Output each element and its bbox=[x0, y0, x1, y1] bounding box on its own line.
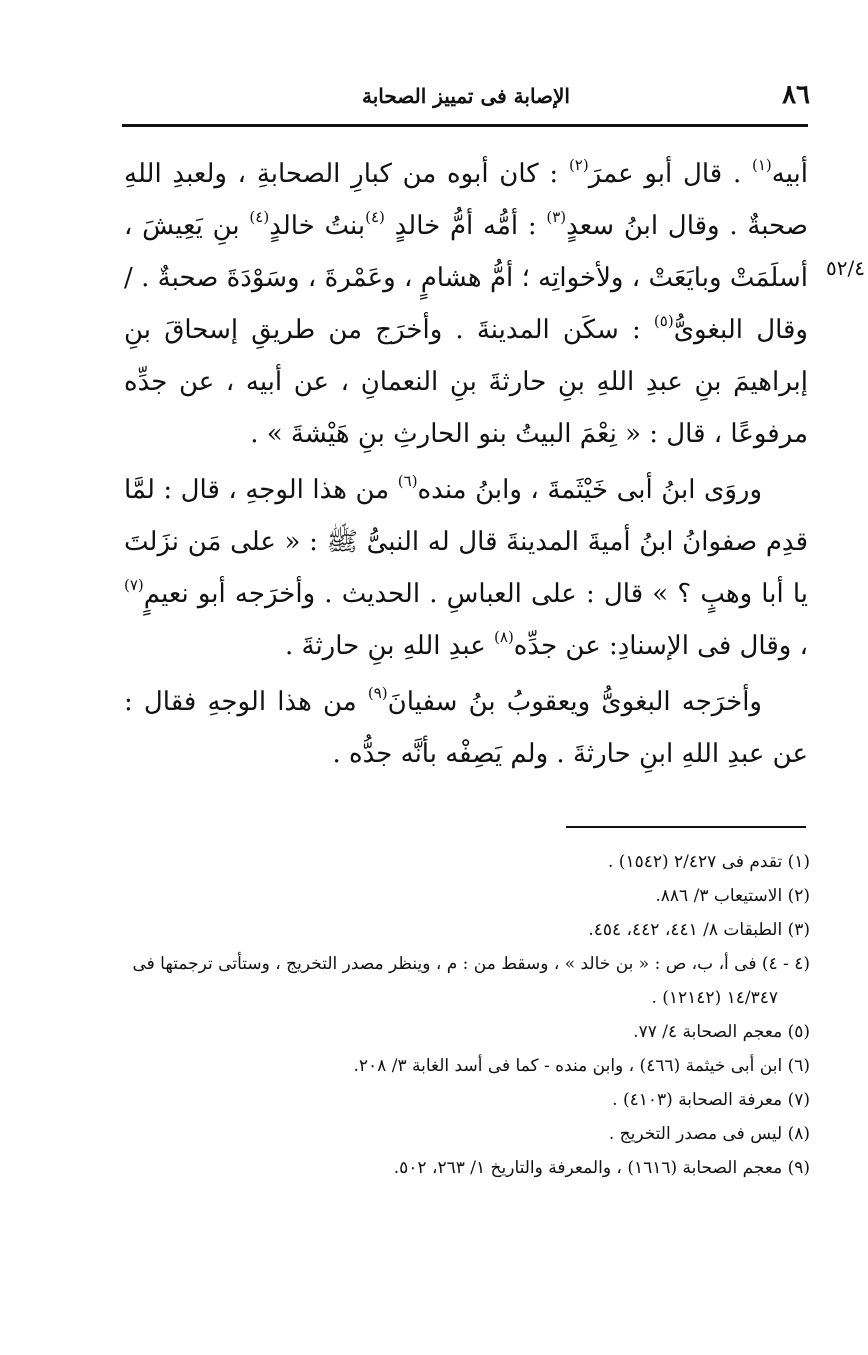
footnote-4: (٤ - ٤) فى أ، ب، ص : « بن خالد » ، وسقط من : م ، وينظر مصدر التخريج ، وستأتى ترجمتها فى bbox=[132, 954, 810, 974]
footnote-ref: (٧) bbox=[124, 576, 144, 594]
page-header bbox=[122, 80, 810, 116]
footnote-ref: (١) bbox=[751, 156, 772, 174]
footnote-ref: (٣) bbox=[546, 208, 567, 226]
footnote-ref: (٦) bbox=[397, 472, 418, 490]
text-run: . قال أبو عمرَ bbox=[588, 159, 752, 189]
footnote-1: (١) تقدم فى ٢/٤٢٧ (١٥٤٢) . bbox=[608, 852, 810, 872]
text-run: وروَى ابنُ أبى خَيْثَمةَ ، وابنُ منده bbox=[417, 475, 763, 505]
text-run: ، وقال فى الإسنادِ: عن جدِّه bbox=[513, 631, 808, 661]
main-text bbox=[124, 148, 808, 780]
footnote-7: (٧) معرفة الصحابة (٤١٠٣) . bbox=[612, 1090, 810, 1110]
footnotes bbox=[124, 845, 810, 1185]
margin-page-reference: ٥٢/٤ bbox=[826, 256, 865, 280]
footnote-2: (٢) الاستيعاب ٣/ ٨٨٦. bbox=[655, 886, 810, 906]
text-run: أبيه bbox=[771, 159, 809, 189]
paragraph-1 bbox=[124, 148, 808, 460]
footnote-3: (٣) الطبقات ٨/ ٤٤١، ٤٤٢، ٤٥٤. bbox=[588, 920, 810, 940]
running-title: الإصابة فى تمييز الصحابة bbox=[362, 84, 570, 108]
footnote-separator bbox=[566, 826, 806, 828]
paragraph-2 bbox=[124, 464, 808, 672]
text-run: بنِ يَعِيشَ ، أسلَمَتْ وبايَعَتْ ، ولأخواتِه ؛ أمُّ هشامٍ ، وعَمْرةَ ، وسَوْدَةَ صحبةٌ . / وقال البغوىُّ bbox=[124, 211, 808, 345]
text-run: : كان أبوه من كبارِ الصحابةِ ، ولعبدِ اللهِ صحبةٌ . وقال ابنُ سعدٍ bbox=[124, 159, 808, 241]
footnote-ref: (٨) bbox=[494, 628, 514, 646]
page-number: ٨٦ bbox=[782, 80, 810, 110]
paragraph-3 bbox=[124, 676, 808, 780]
footnote-9: (٩) معجم الصحابة (١٦١٦) ، والمعرفة والتاريخ ١/ ٢٦٣، ٥٠٢. bbox=[393, 1158, 810, 1178]
footnote-ref: (٩) bbox=[367, 684, 388, 702]
header-rule bbox=[122, 124, 808, 127]
text-run: : سكَن المدينةَ . وأخرَج من طريقِ إسحاقَ بنِ إبراهيمَ بنِ عبدِ اللهِ بنِ حارثةَ بنِ النعمانِ ، عن أبيه ، عن جدِّه مرفوعًا ، قال : « نِعْمَ البيتُ بنو الحارثِ بنِ هَيْشةَ » . bbox=[124, 315, 808, 449]
footnote-6: (٦) ابن أبى خيثمة (٤٦٦) ، وابن منده - كما فى أسد الغابة ٣/ ٢٠٨. bbox=[353, 1056, 810, 1076]
text-run: : أمُّه أمُّ خالدٍ bbox=[394, 211, 547, 241]
text-run: من هذا الوجهِ فقال : عن عبدِ اللهِ ابنِ حارثةَ . ولم يَصِفْه بأنَّه جدُّه . bbox=[124, 687, 808, 769]
footnote-4-continued: ١٤/٣٤٧ (١٢١٤٢) . bbox=[651, 988, 778, 1008]
footnote-5: (٥) معجم الصحابة ٤/ ٧٧. bbox=[633, 1022, 810, 1042]
footnote-ref: (٤) bbox=[249, 208, 270, 226]
text-run: وأخرَجه البغوىُّ ويعقوبُ بنُ سفيانَ bbox=[387, 687, 762, 717]
footnote-ref: (٤) bbox=[365, 208, 385, 226]
text-run: من هذا الوجهِ ، قال : لمَّا قدِم صفوانُ ابنُ أميةَ المدينةَ قال له النبىُّ ﷺ : « على مَن نزَلتَ يا أبا وهبٍ ؟ » قال : على العباسِ . الحديث . وأخرَجه أبو نعيمٍ bbox=[124, 475, 808, 609]
footnote-ref: (٥) bbox=[653, 312, 674, 330]
text-run: بنتُ خالدٍ bbox=[269, 211, 366, 241]
footnote-ref: (٢) bbox=[568, 156, 589, 174]
text-run: عبدِ اللهِ بنِ حارثةَ . bbox=[284, 631, 495, 661]
footnote-8: (٨) ليس فى مصدر التخريج . bbox=[608, 1124, 810, 1144]
